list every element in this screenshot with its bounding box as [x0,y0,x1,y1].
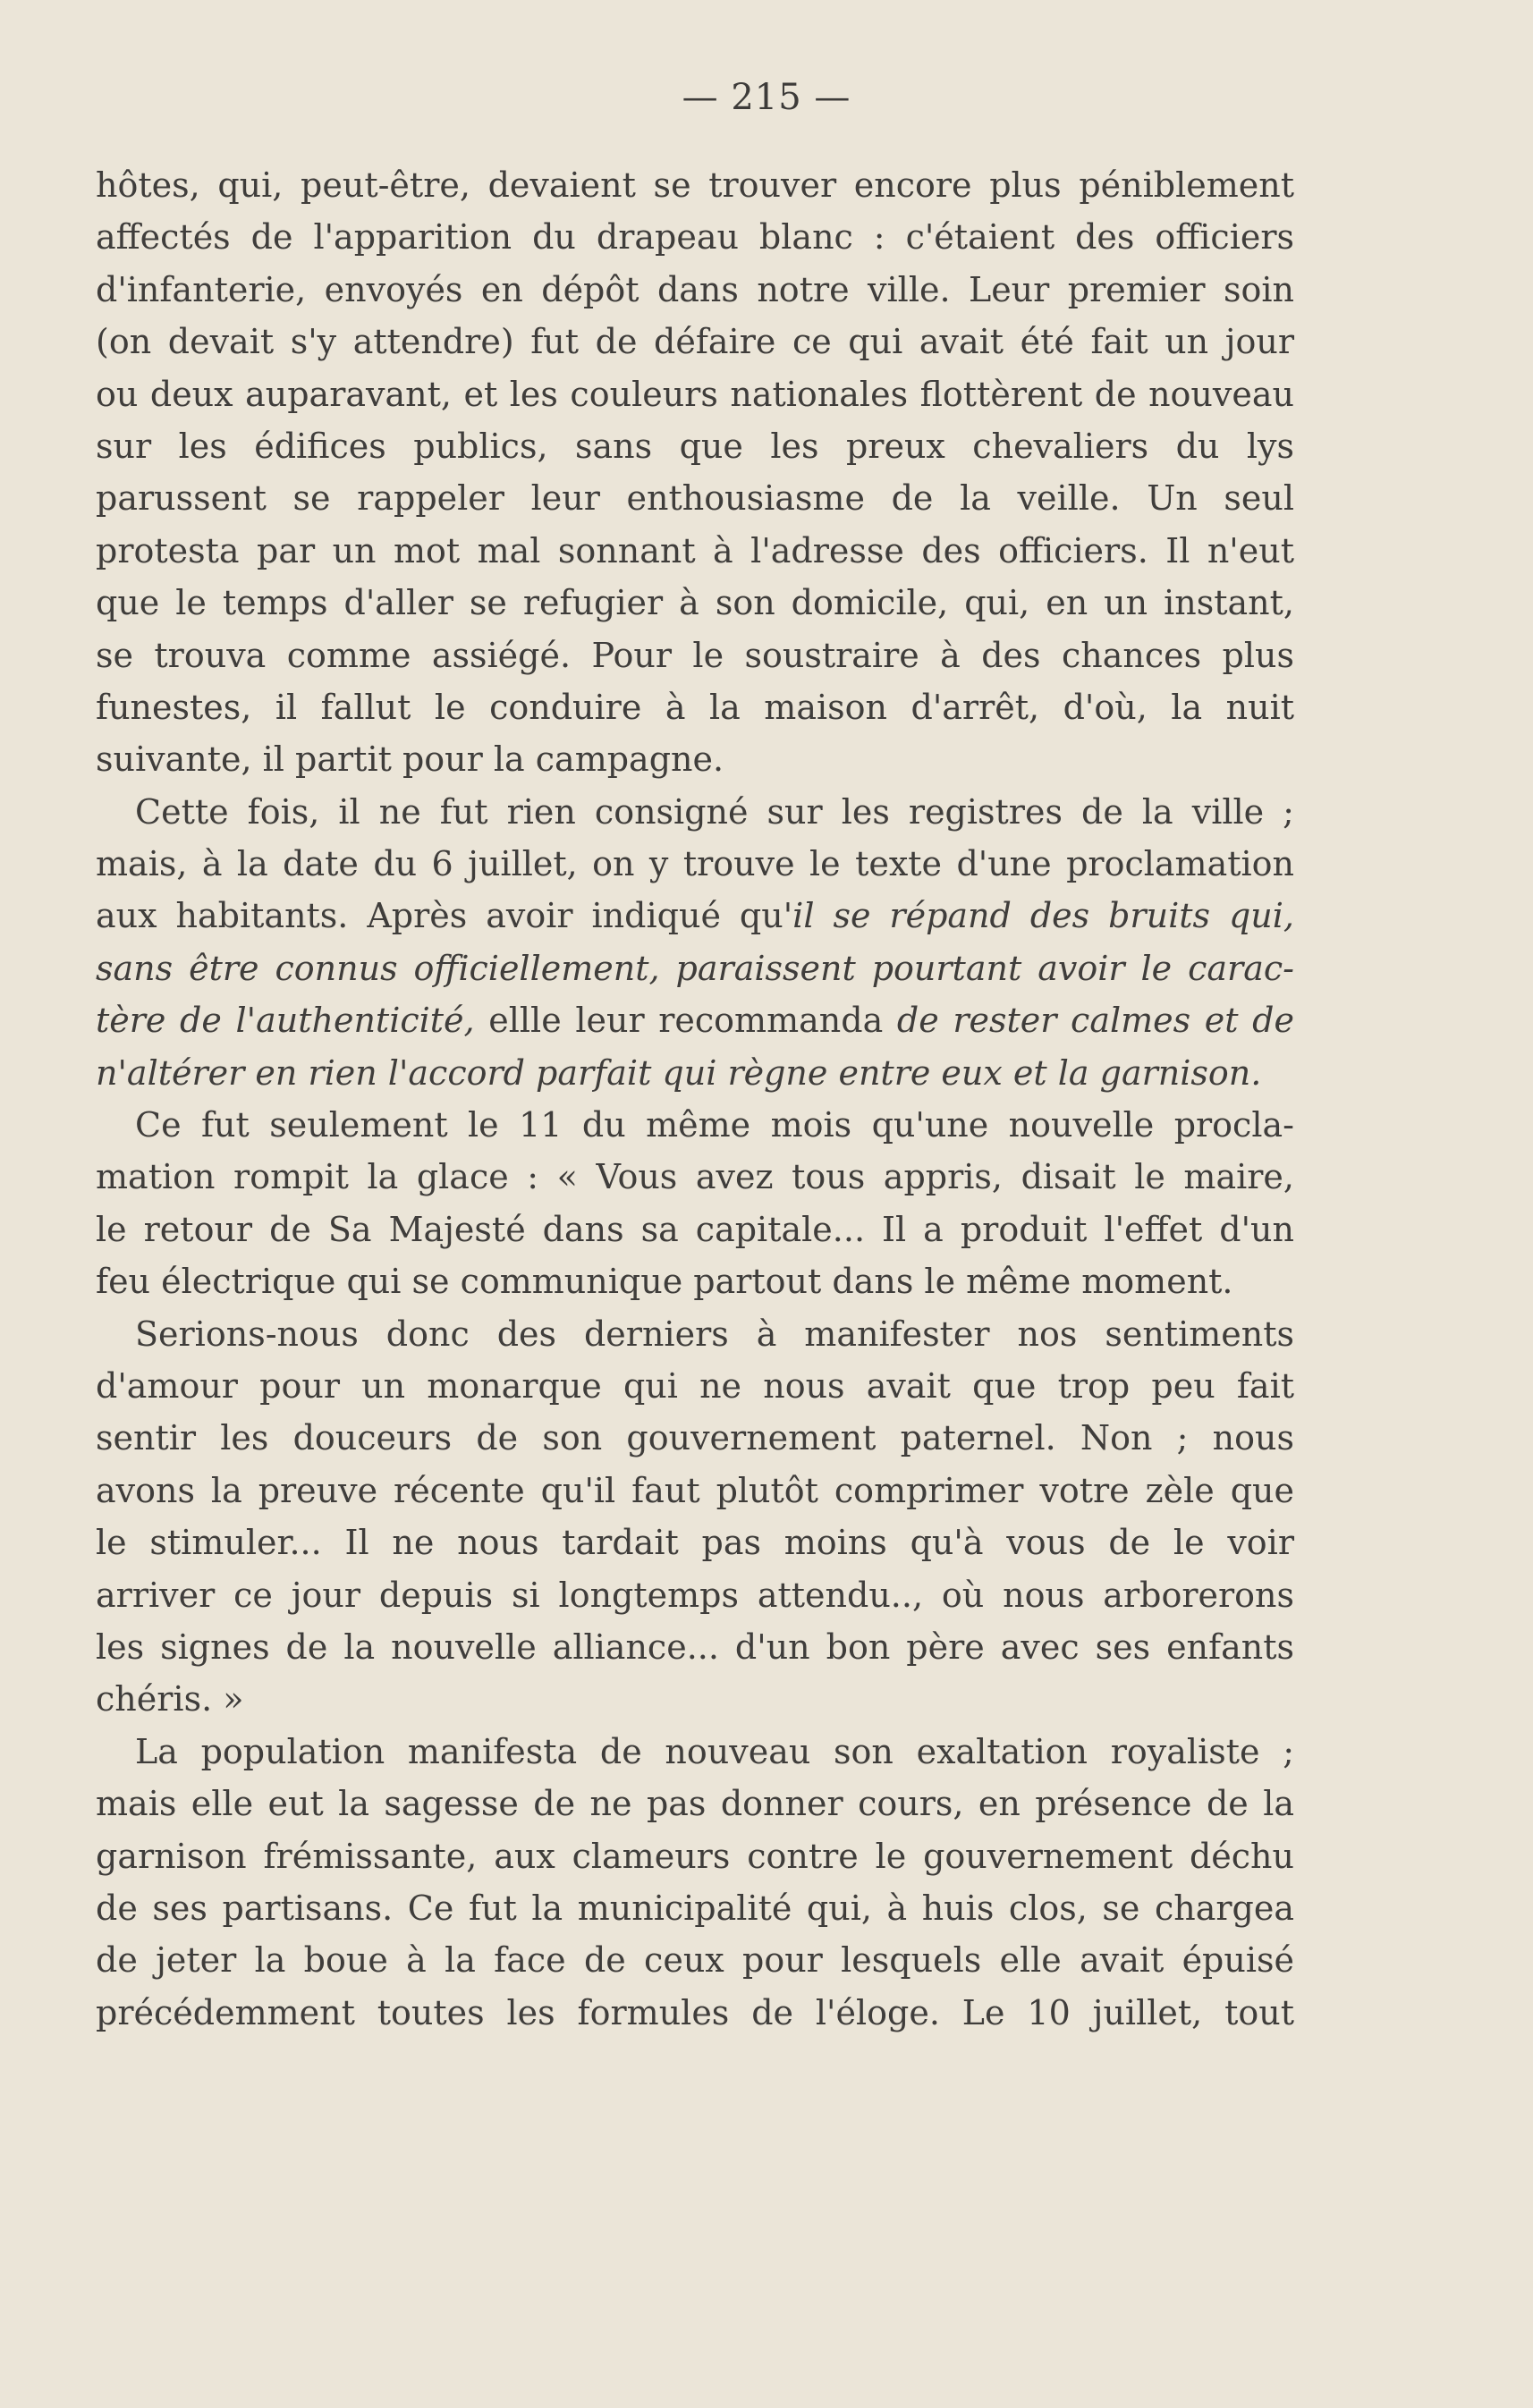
text-line: parussent se rappeler leur enthousiasme de la veille. Un seul [96,478,1294,519]
text-line: Serions-nous donc des derniers à manifester nos sentiments [135,1314,1294,1354]
text-line: mation rompit la glace : « Vous avez tous appris, disait le maire, [96,1157,1294,1197]
text-line: protesta par un mot mal sonnant à l'adresse des officiers. Il n'eut [96,530,1294,570]
text-line: sentir les douceurs de son gouvernement paternel. Non ; nous [96,1418,1294,1458]
text-line: sans être connus officiellement, paraissent pourtant avoir le carac- [96,948,1294,988]
text-line: mais elle eut la sagesse de ne pas donner cours, en présence de la [96,1784,1294,1824]
text-line: garnison frémissante, aux clameurs contre le gouvernement déchu [96,1836,1294,1876]
text-line: le retour de Sa Majesté dans sa capitale... Il a produit l'effet d'un [96,1209,1294,1249]
text-line: mais, à la date du 6 juillet, on y trouve le texte d'une proclamation [96,844,1294,884]
text-line: les signes de la nouvelle alliance... d'un bon père avec ses enfants [96,1626,1294,1667]
text-line: ou deux auparavant, et les couleurs nationales flottèrent de nouveau [96,374,1294,414]
text-line: La population manifesta de nouveau son exaltation royaliste ; [135,1731,1294,1771]
text-line: feu électrique qui se communique partout dans le même moment. [96,1262,1233,1302]
text-line: précédemment toutes les formules de l'éloge. Le 10 juillet, tout [96,1992,1294,2032]
text-line: sur les édifices publics, sans que les preux chevaliers du lys [96,426,1294,466]
text-line: de ses partisans. Ce fut la municipalité qui, à huis clos, se chargea [96,1888,1294,1928]
text-line: tère de l'authenticité, ellle leur recommanda de rester calmes et de [96,1001,1294,1041]
text-line: aux habitants. Après avoir indiqué qu'il se répand des bruits qui, [96,896,1294,936]
text-line: que le temps d'aller se refugier à son domicile, qui, en un instant, [96,583,1294,623]
text-line: chéris. » [96,1679,244,1719]
text-line: le stimuler... Il ne nous tardait pas moins qu'à vous de le voir [96,1523,1294,1563]
text-line: se trouva comme assiégé. Pour le soustraire à des chances plus [96,635,1294,675]
text-line: d'infanterie, envoyés en dépôt dans notre ville. Leur premier soin [96,269,1294,309]
body-text [96,159,1294,2039]
text-line: affectés de l'apparition du drapeau blanc : c'étaient des officiers [96,217,1294,258]
text-line: d'amour pour un monarque qui ne nous avait que trop peu fait [96,1365,1294,1406]
text-line: n'altérer en rien l'accord parfait qui règne entre eux et la garnison. [96,1052,1262,1093]
text-line: Ce fut seulement le 11 du même mois qu'une nouvelle procla- [135,1105,1294,1145]
text-line: suivante, il partit pour la campagne. [96,739,724,780]
text-line: (on devait s'y attendre) fut de défaire ce qui avait été fait un jour [96,322,1294,362]
text-line: arriver ce jour depuis si longtemps attendu.., où nous arborerons [96,1575,1294,1615]
page-number: — 215 — [682,77,851,118]
text-line: de jeter la boue à la face de ceux pour lesquels elle avait épuisé [96,1940,1294,1981]
text-line: Cette fois, il ne fut rien consigné sur les registres de la ville ; [135,791,1294,832]
text-line: funestes, il fallut le conduire à la maison d'arrêt, d'où, la nuit [96,687,1294,727]
text-line: avons la preuve récente qu'il faut plutôt comprimer votre zèle que [96,1470,1294,1510]
text-line: hôtes, qui, peut-être, devaient se trouver encore plus péniblement [96,165,1294,205]
